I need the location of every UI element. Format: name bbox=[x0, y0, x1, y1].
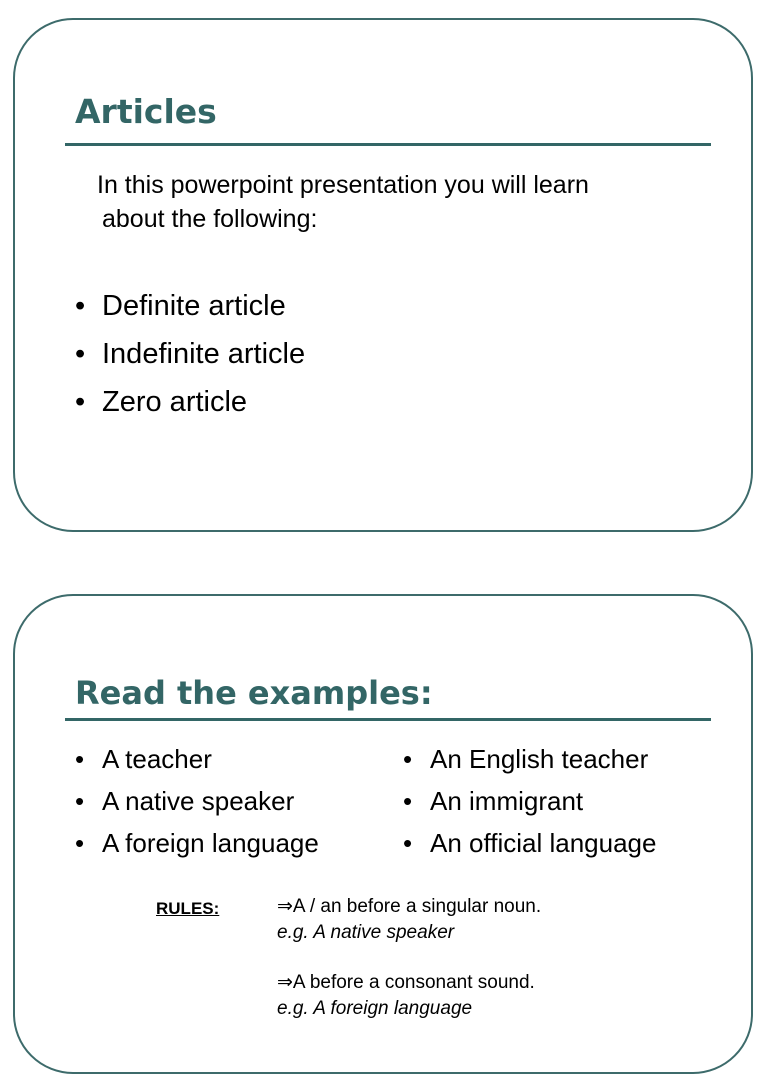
example-label: An English teacher bbox=[430, 744, 649, 774]
slide-title: Read the examples: bbox=[75, 674, 433, 712]
intro-line: about the following: bbox=[102, 205, 318, 233]
topic-label: Definite article bbox=[102, 290, 286, 322]
rule-item bbox=[277, 894, 541, 946]
bullet-icon: • bbox=[75, 828, 85, 858]
list-item bbox=[75, 780, 319, 822]
slide-articles bbox=[13, 18, 753, 532]
examples-list-a bbox=[75, 738, 319, 864]
list-item bbox=[75, 330, 305, 378]
bullet-icon: • bbox=[75, 744, 85, 774]
list-item bbox=[403, 738, 656, 780]
rule-example: e.g. A native speaker bbox=[277, 922, 455, 943]
list-item bbox=[75, 378, 305, 426]
example-label: An immigrant bbox=[430, 786, 584, 816]
bullet-icon: • bbox=[403, 786, 413, 816]
title-underline bbox=[65, 718, 711, 721]
rule-example: e.g. A foreign language bbox=[277, 998, 473, 1019]
examples-list-an bbox=[403, 738, 656, 864]
slide-examples bbox=[13, 594, 753, 1074]
bullet-icon: • bbox=[403, 828, 413, 858]
example-label: An official language bbox=[430, 828, 657, 858]
bullet-icon: • bbox=[75, 386, 86, 418]
topics-list bbox=[75, 282, 305, 426]
rule-text: ⇒A / an before a singular noun. bbox=[277, 896, 542, 917]
topic-label: Indefinite article bbox=[102, 338, 306, 370]
bullet-icon: • bbox=[403, 744, 413, 774]
bullet-icon: • bbox=[75, 338, 86, 370]
slide-title: Articles bbox=[75, 92, 217, 131]
rule-item bbox=[277, 970, 535, 1022]
list-item bbox=[403, 822, 656, 864]
intro-text bbox=[97, 168, 697, 236]
bullet-icon: • bbox=[75, 290, 86, 322]
example-label: A teacher bbox=[102, 744, 212, 774]
example-label: A native speaker bbox=[102, 786, 295, 816]
topic-label: Zero article bbox=[102, 386, 248, 418]
list-item bbox=[75, 282, 305, 330]
intro-line: In this powerpoint presentation you will learn bbox=[97, 171, 589, 199]
list-item bbox=[75, 738, 319, 780]
bullet-icon: • bbox=[75, 786, 85, 816]
list-item bbox=[75, 822, 319, 864]
rules-heading: RULES: bbox=[156, 899, 220, 918]
list-item bbox=[403, 780, 656, 822]
example-label: A foreign language bbox=[102, 828, 319, 858]
rule-text: ⇒A before a consonant sound. bbox=[277, 972, 535, 993]
title-underline bbox=[65, 143, 711, 146]
